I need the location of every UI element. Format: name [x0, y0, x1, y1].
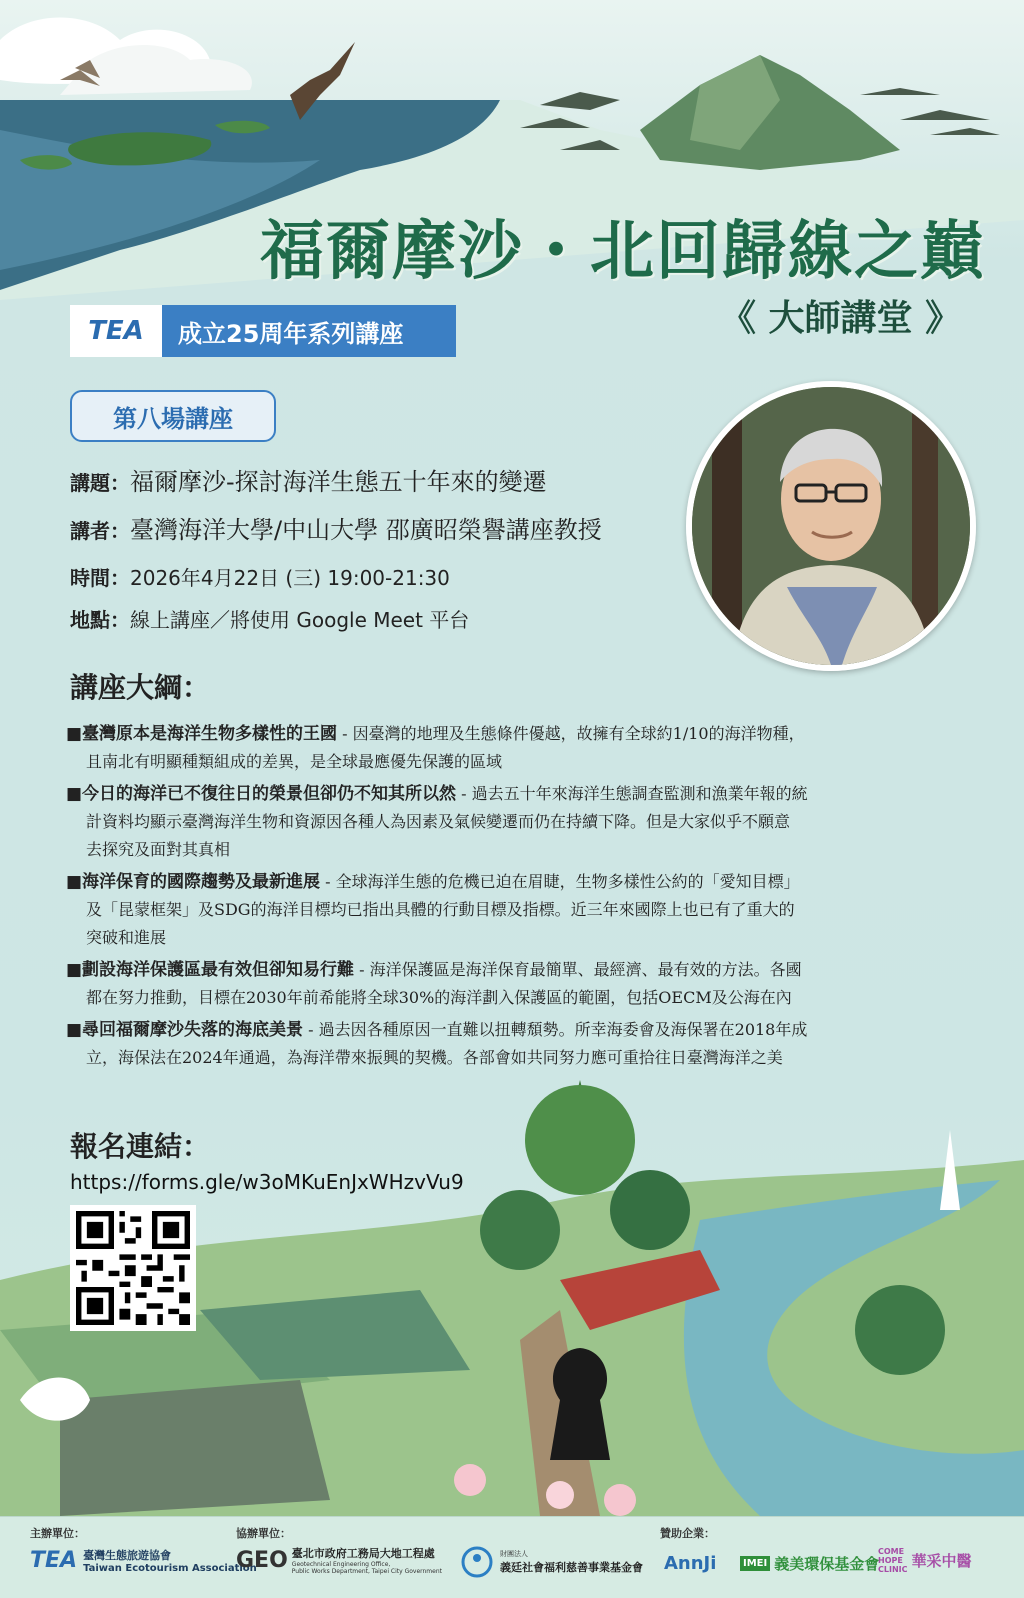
tea-logo-icon — [70, 305, 162, 357]
list-item — [66, 956, 966, 1012]
bullet-head: ■海洋保育的國際趨勢及最新進展 — [66, 872, 321, 892]
qr-code[interactable] — [70, 1205, 196, 1331]
list-item — [66, 868, 966, 952]
bullet-line: 計資料均顯示臺灣海洋生物和資源因各種人為因素及氣候變遷而仍在持續下降。但是大家似乎不願意 — [86, 812, 791, 831]
sponsor-annji: AnnJi — [664, 1553, 717, 1574]
co-organizer-2-prefix: 財團法人 — [500, 1550, 528, 1558]
place-label: 地點： — [70, 608, 130, 632]
topic-label: 講題： — [70, 471, 130, 495]
bullet-line: 立，海保法在2024年通過，為海洋帶來振興的契機。各部會如共同努力應可重拾往日臺灣海洋之美 — [86, 1048, 783, 1067]
bullet-head: ■今日的海洋已不復往日的榮景但卻仍不知其所以然 — [66, 784, 457, 804]
clinic-logo-icon — [878, 1547, 908, 1574]
anniversary-banner — [70, 305, 456, 357]
bullet-line: - 過去五十年來海洋生態調查監測和漁業年報的統 — [456, 784, 808, 803]
bullet-line: 去探究及面對其真相 — [86, 840, 231, 859]
bullet-line: - 因臺灣的地理及生態條件優越，故擁有全球約1/10的海洋物種， — [337, 724, 805, 743]
co-organizer-2 — [460, 1545, 643, 1579]
speaker-label: 講者： — [70, 519, 130, 543]
poster-subtitle: 《 大師講堂 》 — [720, 298, 962, 339]
imei-logo-icon: IMEI — [740, 1556, 770, 1571]
geo-logo-icon: GEO — [236, 1547, 288, 1573]
organizer-name: 臺灣生態旅遊協會 — [83, 1549, 172, 1562]
poster-title: 福爾摩沙・北回歸線之巔 — [260, 214, 986, 289]
speaker-line — [70, 510, 602, 545]
co-organizer-label: 協辦單位： — [236, 1527, 291, 1540]
outline-list — [66, 720, 966, 1076]
topic-line — [70, 462, 547, 497]
time-text: 2026年4月22日 (三) 19:00-21:30 — [130, 566, 450, 590]
bullet-line: 且南北有明顯種類組成的差異，是全球最應優先保護的區域 — [86, 752, 503, 771]
bullet-line: 突破和進展 — [86, 928, 167, 947]
co-organizer-1 — [236, 1545, 442, 1575]
time-label: 時間： — [70, 566, 130, 590]
sponsor-clinic — [878, 1547, 972, 1574]
organizer-logo — [30, 1547, 257, 1574]
bullet-head: ■劃設海洋保護區最有效但卻知易行難 — [66, 960, 355, 980]
speaker-portrait — [686, 381, 976, 671]
list-item — [66, 720, 966, 776]
list-item — [66, 1016, 966, 1072]
speaker-photo-icon — [692, 387, 970, 665]
co-organizer-1-en: Geotechnical Engineering Office, — [291, 1561, 391, 1568]
bullet-line: - 過去因各種原因一直難以扭轉頹勢。所幸海委會及海保署在2018年成 — [303, 1020, 808, 1039]
time-line — [70, 562, 450, 591]
clinic-en: COME — [878, 1547, 905, 1556]
bullet-head: ■尋回福爾摩沙失落的海底美景 — [66, 1020, 304, 1040]
co-organizer-1-name: 臺北市政府工務局大地工程處 — [291, 1547, 435, 1560]
sponsor-imei — [740, 1553, 879, 1574]
footer — [0, 1516, 1024, 1598]
co-organizer-2-name: 義廷社會福利慈善事業基金會 — [500, 1561, 643, 1574]
session-badge: 第八場講座 — [70, 390, 276, 442]
organizer-label: 主辦單位： — [30, 1527, 85, 1540]
tea-logo-text: TEA — [88, 316, 144, 346]
registration-heading: 報名連結： — [70, 1130, 211, 1163]
outline-heading: 講座大綱： — [70, 671, 211, 704]
tea-footer-logo-icon: TEA — [30, 1548, 78, 1573]
bullet-head: ■臺灣原本是海洋生物多樣性的王國 — [66, 724, 338, 744]
sponsor-label: 贊助企業： — [660, 1527, 715, 1540]
sponsor-imei-name: 義美環保基金會 — [774, 1555, 880, 1573]
clinic-en: HOPE — [878, 1556, 903, 1565]
registration-link[interactable]: https://forms.gle/w3oMKuEnJxWHzvVu9 — [70, 1170, 464, 1194]
list-item — [66, 780, 966, 864]
place-line — [70, 604, 469, 633]
clinic-en: CLINIC — [878, 1565, 908, 1574]
qr-code-icon — [76, 1211, 190, 1325]
topic-text: 福爾摩沙-探討海洋生態五十年來的變遷 — [130, 468, 547, 496]
bullet-line: 及「昆蒙框架」及SDG的海洋目標均已指出具體的行動目標及指標。近三年來國際上也已有了重大的 — [86, 900, 795, 919]
bullet-line: - 海洋保護區是海洋保育最簡單、最經濟、最有效的方法。各國 — [354, 960, 802, 979]
bullet-line: - 全球海洋生態的危機已迫在眉睫，生物多樣性公約的「愛知目標」 — [320, 872, 800, 891]
place-text: 線上講座／將使用 Google Meet 平台 — [130, 608, 470, 632]
banner-text: 成立25周年系列講座 — [162, 305, 456, 357]
bullet-line: 都在努力推動，目標在2030年前希能將全球30%的海洋劃入保護區的範圍，包括OECM及公海在內 — [86, 988, 792, 1007]
co-organizer-1-en: Public Works Department, Taipei City Government — [291, 1568, 442, 1575]
foundation-logo-icon — [460, 1545, 494, 1579]
sponsor-clinic-name: 華采中醫 — [911, 1552, 972, 1570]
speaker-text: 臺灣海洋大學/中山大學 邵廣昭榮譽講座教授 — [130, 516, 602, 544]
organizer-name-en: Taiwan Ecotourism Association — [83, 1563, 257, 1574]
